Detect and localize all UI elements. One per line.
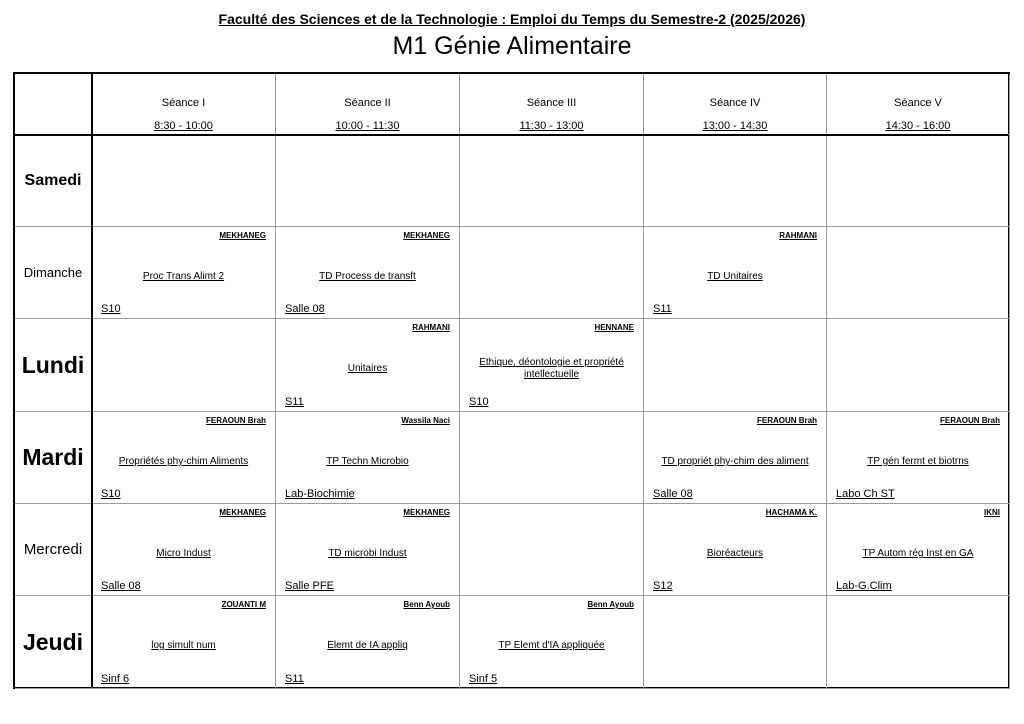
room-label: S11 xyxy=(285,673,304,685)
day-label: Samedi xyxy=(24,171,82,189)
session-cell[interactable] xyxy=(644,504,827,596)
course-title: TP Elemt d'IA appliquée xyxy=(498,640,605,651)
room-label: Lab-Biochimie xyxy=(285,488,355,500)
session-cell[interactable] xyxy=(460,319,644,412)
teacher-name: FERAOUN Brah xyxy=(205,416,266,425)
seance-name: Séance III xyxy=(526,97,577,109)
session-cell[interactable] xyxy=(92,319,276,412)
timetable-grid xyxy=(13,72,1010,689)
teacher-name: Wassila Naci xyxy=(401,416,450,425)
room-label: S10 xyxy=(469,396,489,408)
session-cell[interactable] xyxy=(92,135,276,227)
seance-header xyxy=(460,74,644,135)
course-title: Proc Trans Alimt 2 xyxy=(142,271,225,282)
course-title: TD propriét phy-chim des aliment xyxy=(661,456,809,467)
session-cell[interactable] xyxy=(276,412,460,504)
room-label: Salle 08 xyxy=(653,488,693,500)
seance-time: 10:00 - 11:30 xyxy=(335,120,400,132)
teacher-name: Benn Ayoub xyxy=(403,600,450,609)
session-cell[interactable] xyxy=(827,596,1010,689)
course-title: Ethique, déontologie et propriété intellectuelle xyxy=(479,357,624,380)
session-cell[interactable] xyxy=(460,596,644,689)
teacher-name: MEKHANEG xyxy=(219,231,266,240)
day-label: Dimanche xyxy=(23,265,83,280)
session-cell[interactable] xyxy=(276,504,460,596)
teacher-name: FERAOUN Brah xyxy=(756,416,817,425)
teacher-name: MEKHANEG xyxy=(403,508,450,517)
session-cell[interactable] xyxy=(827,412,1010,504)
page-title: Faculté des Sciences et de la Technologie : Emploi du Temps du Semestre-2 (2025/2026) xyxy=(218,11,806,27)
seance-name: Séance I xyxy=(161,97,206,109)
session-cell[interactable] xyxy=(92,504,276,596)
seance-header xyxy=(92,74,276,135)
room-label: Salle 08 xyxy=(101,580,141,592)
seance-time: 14:30 - 16:00 xyxy=(885,120,951,132)
corner-cell xyxy=(15,74,92,135)
session-cell[interactable] xyxy=(92,596,276,689)
session-cell[interactable] xyxy=(276,135,460,227)
session-cell[interactable] xyxy=(827,227,1010,319)
day-cell xyxy=(15,412,92,504)
day-label: Mardi xyxy=(22,444,84,470)
day-cell xyxy=(15,135,92,227)
room-label: Labo Ch ST xyxy=(836,488,895,500)
session-cell[interactable] xyxy=(92,227,276,319)
room-label: S11 xyxy=(285,396,304,408)
room-label: Salle 08 xyxy=(285,303,325,315)
day-label: Lundi xyxy=(21,351,85,378)
room-label: Sinf 5 xyxy=(469,673,498,685)
room-label: Lab-G.Clim xyxy=(836,580,892,592)
day-cell xyxy=(15,227,92,319)
seance-time: 13:00 - 14:30 xyxy=(702,120,768,132)
course-title: TP Autom rég Inst en GA xyxy=(862,548,974,559)
room-label: Salle PFE xyxy=(285,580,334,592)
course-title: TD Unitaires xyxy=(707,271,763,282)
session-cell[interactable] xyxy=(460,504,644,596)
teacher-name: IKNI xyxy=(984,508,1000,517)
teacher-name: RAHMANI xyxy=(412,323,450,332)
session-cell[interactable] xyxy=(276,596,460,689)
course-title: Bioréacteurs xyxy=(706,548,764,559)
course-title: TD Process de transft xyxy=(319,271,416,282)
session-cell[interactable] xyxy=(644,227,827,319)
seance-name: Séance V xyxy=(894,97,942,109)
session-cell[interactable] xyxy=(827,319,1010,412)
teacher-name: Benn Ayoub xyxy=(587,600,634,609)
teacher-name: HENNANE xyxy=(594,323,634,332)
room-label: S12 xyxy=(653,580,673,592)
session-cell[interactable] xyxy=(827,504,1010,596)
course-title: Micro Indust xyxy=(156,548,211,559)
program-title: M1 Génie Alimentaire xyxy=(392,32,632,60)
course-title: Unitaires xyxy=(347,363,388,374)
seance-name: Séance II xyxy=(344,97,391,109)
room-label: S10 xyxy=(101,303,121,315)
course-title: TD microbi Indust xyxy=(328,548,407,559)
course-title: log simult num xyxy=(151,640,216,651)
session-cell[interactable] xyxy=(460,135,644,227)
seance-header xyxy=(644,74,827,135)
session-cell[interactable] xyxy=(644,412,827,504)
teacher-name: MEKHANEG xyxy=(403,231,450,240)
day-cell xyxy=(15,504,92,596)
session-cell[interactable] xyxy=(276,227,460,319)
seance-time: 8:30 - 10:00 xyxy=(154,120,213,132)
seance-name: Séance IV xyxy=(709,97,761,109)
session-cell[interactable] xyxy=(460,227,644,319)
room-label: S10 xyxy=(101,488,121,500)
teacher-name: RAHMANI xyxy=(779,231,817,240)
day-label: Jeudi xyxy=(22,628,84,655)
session-cell[interactable] xyxy=(644,596,827,689)
course-title: Elemt de IA appliq xyxy=(327,640,408,651)
session-cell[interactable] xyxy=(827,135,1010,227)
day-label: Mercredi xyxy=(23,541,83,558)
day-column-divider xyxy=(91,74,93,687)
seance-header xyxy=(827,74,1010,135)
seance-time: 11:30 - 13:00 xyxy=(519,120,584,132)
course-title: TP Techn Microbio xyxy=(326,456,409,467)
course-title: Propriétés phy-chim Aliments xyxy=(118,456,249,467)
room-label: Sinf 6 xyxy=(101,673,130,685)
session-cell[interactable] xyxy=(644,135,827,227)
session-cell[interactable] xyxy=(276,319,460,412)
session-cell[interactable] xyxy=(92,412,276,504)
session-cell[interactable] xyxy=(460,412,644,504)
seance-header xyxy=(276,74,460,135)
room-label: S11 xyxy=(653,303,672,315)
teacher-name: ZOUANTI M xyxy=(221,600,266,609)
day-cell xyxy=(15,596,92,689)
day-cell xyxy=(15,319,92,412)
teacher-name: FERAOUN Brah xyxy=(939,416,1000,425)
teacher-name: MEKHANEG xyxy=(219,508,266,517)
course-title: TP gén fermt et biotrns xyxy=(867,456,969,467)
header-row-divider xyxy=(15,134,1008,136)
session-cell[interactable] xyxy=(644,319,827,412)
teacher-name: HACHAMA K. xyxy=(765,508,817,517)
